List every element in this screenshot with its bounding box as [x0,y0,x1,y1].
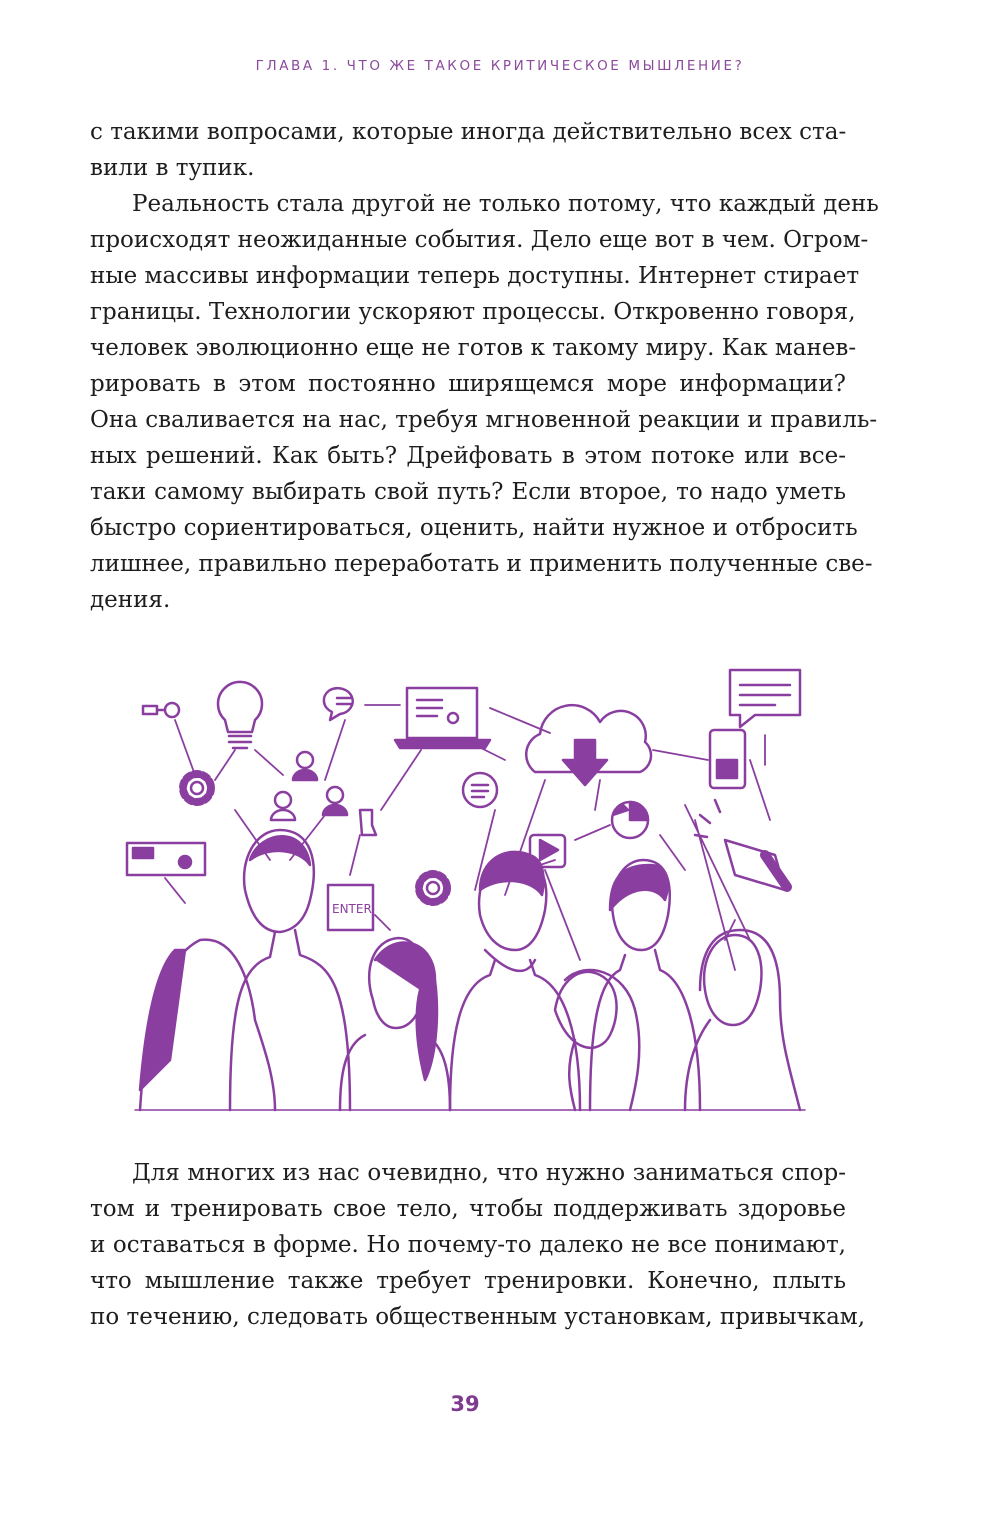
people-group [140,830,800,1110]
text-line: таки самому выбирать свой путь? Если второе, то надо уметь [90,479,846,505]
laptop-icon [395,688,490,748]
mobile-star-icon [710,730,745,788]
text-line: вили в тупик. [90,155,255,181]
browser-window-icon [127,843,205,875]
gear-icon-2 [419,874,447,902]
megaphone-icon [695,800,787,890]
text-line: ные массивы информации теперь доступны. Интернет стирает [90,263,860,289]
text-line: человек эволюционно еще не готов к такому миру. Как манев- [90,335,857,361]
text-line: границы. Технологии ускоряют процессы. Откровенно говоря, [90,299,856,325]
key-icon [143,703,179,717]
text-line: рировать в этом постоянно ширящемся море информации? [90,371,846,397]
chat-bubble-icon-2 [463,773,497,807]
text-line: и оставаться в форме. Но почему-то далеко не все понимают, [90,1232,846,1258]
text-line: Реальность стала другой не только потому, что каждый день [132,191,879,217]
text-line: Она сваливается на нас, требуя мгновенной реакции и правиль- [90,407,878,433]
text-line: том и тренировать свое тело, чтобы поддерживать здоровье [90,1196,846,1222]
text-line: быстро сориентироваться, оценить, найти нужное и отбросить [90,515,858,541]
text-line: с такими вопросами, которые иногда действительно всех ста- [90,119,847,145]
text-line: что мышление также требует тренировки. Конечно, плыть [90,1268,846,1294]
running-header: ГЛАВА 1. ЧТО ЖЕ ТАКОЕ КРИТИЧЕСКОЕ МЫШЛЕНИЕ? [255,58,745,74]
hand-pointer-icon [360,810,376,835]
text-line: дения. [90,587,171,613]
enter-key-label: ENTER [332,902,372,916]
gear-icon [183,774,211,802]
text-line: Для многих из нас очевидно, что нужно заниматься спор- [132,1160,846,1186]
team-icon [271,752,347,820]
enter-key-icon [328,885,373,930]
text-line: ных решений. Как быть? Дрейфовать в этом потоке или все- [90,443,846,469]
lightbulb-icon [218,682,262,748]
pie-chart-icon [612,802,648,838]
body-text-top [90,114,879,618]
cloud-download-icon [526,705,651,785]
text-line: происходят неожиданные события. Дело еще вот в чем. Огром- [90,227,869,253]
page-number: 39 [450,1392,480,1416]
text-line: по течению, следовать общественным установкам, привычкам, [90,1304,866,1330]
body-text-bottom [90,1155,866,1335]
message-icon [730,670,800,727]
people-information-illustration [125,660,815,1115]
text-line: лишнее, правильно переработать и применить полученные све- [90,551,873,577]
chat-bubble-icon [324,688,353,720]
